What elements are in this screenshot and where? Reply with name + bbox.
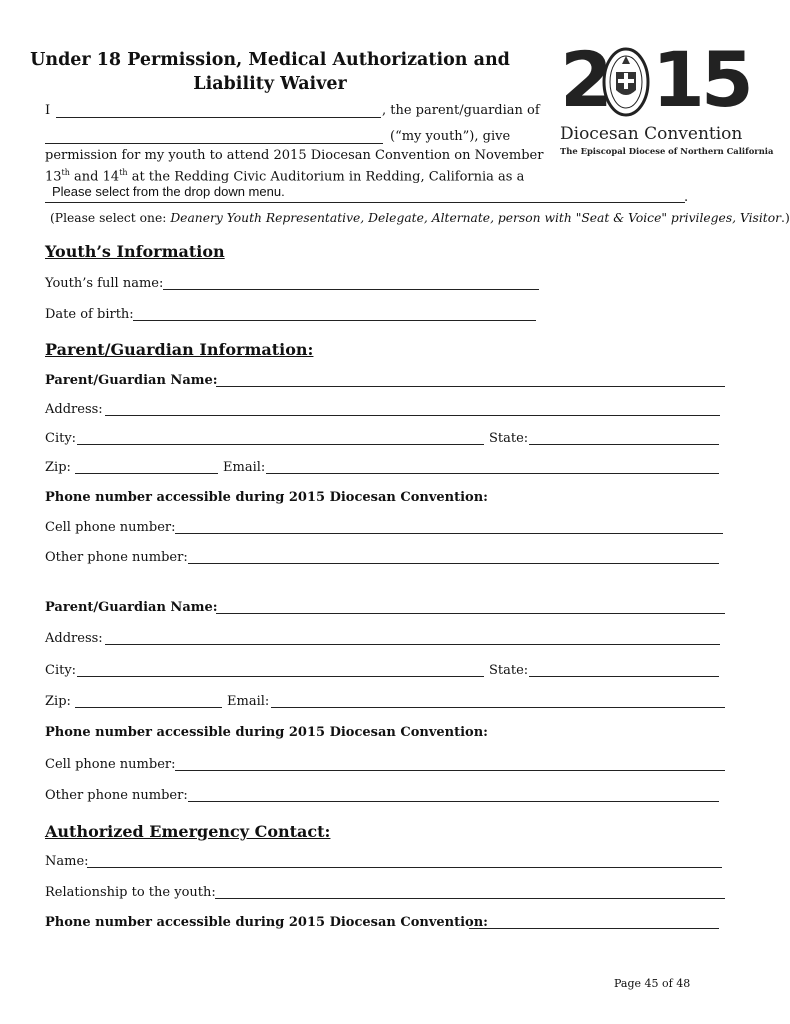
intro-youth-suffix: (“my youth”), give	[390, 129, 511, 144]
guardian2-cell-label: Cell phone number:	[45, 757, 176, 772]
guardian1-city-label: City:	[45, 431, 77, 446]
guardian2-email-input[interactable]	[271, 707, 725, 708]
emergency-name-input[interactable]	[87, 867, 722, 868]
guardian2-zip-label: Zip:	[45, 694, 71, 709]
guardian2-name-input[interactable]	[216, 613, 725, 614]
guardian1-city-input[interactable]	[77, 444, 484, 445]
parent-name-input[interactable]	[56, 117, 381, 118]
emergency-name-label: Name:	[45, 854, 89, 869]
intro-line4-clip	[45, 164, 545, 185]
emergency-section-heading: Authorized Emergency Contact:	[45, 822, 331, 841]
guardian1-name-label: Parent/Guardian Name:	[45, 373, 218, 388]
intro-line4-b: and 14	[69, 169, 120, 185]
intro-line4-sup2: th	[119, 168, 128, 177]
intro-line4-c: at the Redding Civic Auditorium in Redding, California as a	[127, 169, 525, 185]
guardian1-zip-label: Zip:	[45, 460, 71, 475]
logo-diocese-name: The Episcopal Diocese of Northern California	[560, 146, 774, 156]
logo-year-2: 2	[560, 35, 609, 124]
intro-line4	[45, 165, 524, 185]
logo-year-15: 15	[652, 35, 750, 124]
intro-parent-suffix: , the parent/guardian of	[382, 103, 540, 118]
guardian1-email-input[interactable]	[266, 473, 719, 474]
guardian1-cell-label: Cell phone number:	[45, 520, 176, 535]
hint-options: Deanery Youth Representative, Delegate, Alternate, person with "Seat & Voice" privileges, Visitor	[170, 211, 782, 225]
form-title-line1: Under 18 Permission, Medical Authorization and	[30, 50, 510, 70]
diocese-seal-icon	[602, 46, 650, 118]
intro-line4-sup1: th	[61, 168, 70, 177]
guardian2-other-input[interactable]	[188, 801, 719, 802]
guardian1-zip-input[interactable]	[75, 473, 218, 474]
hint-prefix: (Please select one:	[50, 211, 171, 225]
guardian1-other-label: Other phone number:	[45, 550, 188, 565]
guardian2-name-label: Parent/Guardian Name:	[45, 600, 218, 615]
guardian2-other-label: Other phone number:	[45, 788, 188, 803]
parent-section-heading: Parent/Guardian Information:	[45, 340, 314, 359]
guardian2-zip-input[interactable]	[75, 707, 222, 708]
convention-logo	[556, 35, 774, 160]
guardian1-email-label: Email:	[223, 460, 266, 475]
emergency-relationship-label: Relationship to the youth:	[45, 885, 216, 900]
guardian2-phone-heading: Phone number accessible during 2015 Diocesan Convention:	[45, 725, 488, 740]
intro-line5-end: .	[684, 190, 689, 205]
guardian2-state-input[interactable]	[529, 676, 719, 677]
guardian1-address-label: Address:	[45, 402, 103, 417]
guardian2-city-label: City:	[45, 663, 77, 678]
guardian1-other-input[interactable]	[188, 563, 719, 564]
guardian1-phone-heading: Phone number accessible during 2015 Diocesan Convention:	[45, 490, 488, 505]
form-title-line2: Liability Waiver	[193, 74, 347, 94]
youth-name-input[interactable]	[45, 143, 383, 144]
attendee-type-select[interactable]: Please select from the drop down menu.	[52, 184, 285, 199]
guardian1-state-input[interactable]	[529, 444, 719, 445]
guardian2-state-label: State:	[489, 663, 529, 678]
emergency-relationship-input[interactable]	[215, 898, 725, 899]
guardian2-address-input[interactable]	[105, 644, 720, 645]
youth-full-name-input[interactable]	[163, 289, 539, 290]
intro-line4-a: 13	[45, 169, 62, 185]
youth-dob-label: Date of birth:	[45, 307, 134, 322]
attendee-type-hint	[50, 210, 790, 226]
attendee-type-underline	[45, 202, 685, 203]
page-number: Page 45 of 48	[614, 977, 691, 990]
emergency-phone-label: Phone number accessible during 2015 Diocesan Convention:	[45, 915, 488, 930]
guardian2-email-label: Email:	[227, 694, 270, 709]
guardian1-cell-input[interactable]	[175, 533, 723, 534]
guardian2-address-label: Address:	[45, 631, 103, 646]
guardian1-state-label: State:	[489, 431, 529, 446]
guardian2-city-input[interactable]	[77, 676, 484, 677]
intro-prefix: I	[45, 103, 51, 118]
intro-line3: permission for my youth to attend 2015 Diocesan Convention on November	[45, 148, 544, 163]
youth-section-heading: Youth’s Information	[45, 242, 225, 261]
youth-dob-input[interactable]	[133, 320, 536, 321]
youth-full-name-label: Youth’s full name:	[45, 276, 164, 291]
emergency-phone-input[interactable]	[469, 928, 719, 929]
guardian2-cell-input[interactable]	[175, 770, 725, 771]
hint-suffix: .)	[781, 211, 790, 225]
guardian1-name-input[interactable]	[216, 386, 725, 387]
logo-subtitle: Diocesan Convention	[560, 124, 743, 144]
guardian1-address-input[interactable]	[105, 415, 720, 416]
